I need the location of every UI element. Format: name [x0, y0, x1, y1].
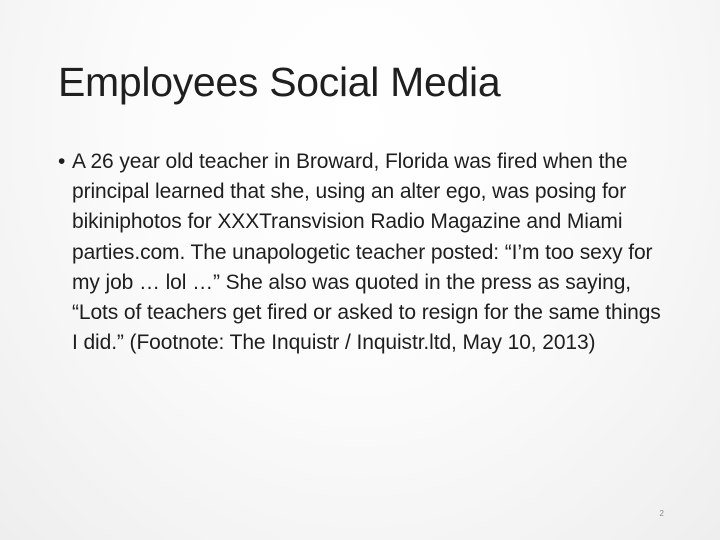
slide-body [58, 147, 670, 358]
slide-number: 2 [659, 509, 664, 518]
bullet-item [58, 147, 670, 358]
slide-title: Employees Social Media [58, 59, 501, 105]
bullet-text: A 26 year old teacher in Broward, Florida was fired when the principal learned that she, using an alter ego, was posing for bikiniphotos for XXXTransvision Radio Magazine and Miami parties.com. The unapologetic teacher posted: “I’m too sexy for my job … lol …” She also was quoted in the press as saying, “Lots of teachers get fired or asked to resign for the same things I did.” (Footnote: The Inquistr / Inquistr.ltd, May 10, 2013) [72, 150, 661, 355]
bullet-marker: • [58, 150, 66, 173]
